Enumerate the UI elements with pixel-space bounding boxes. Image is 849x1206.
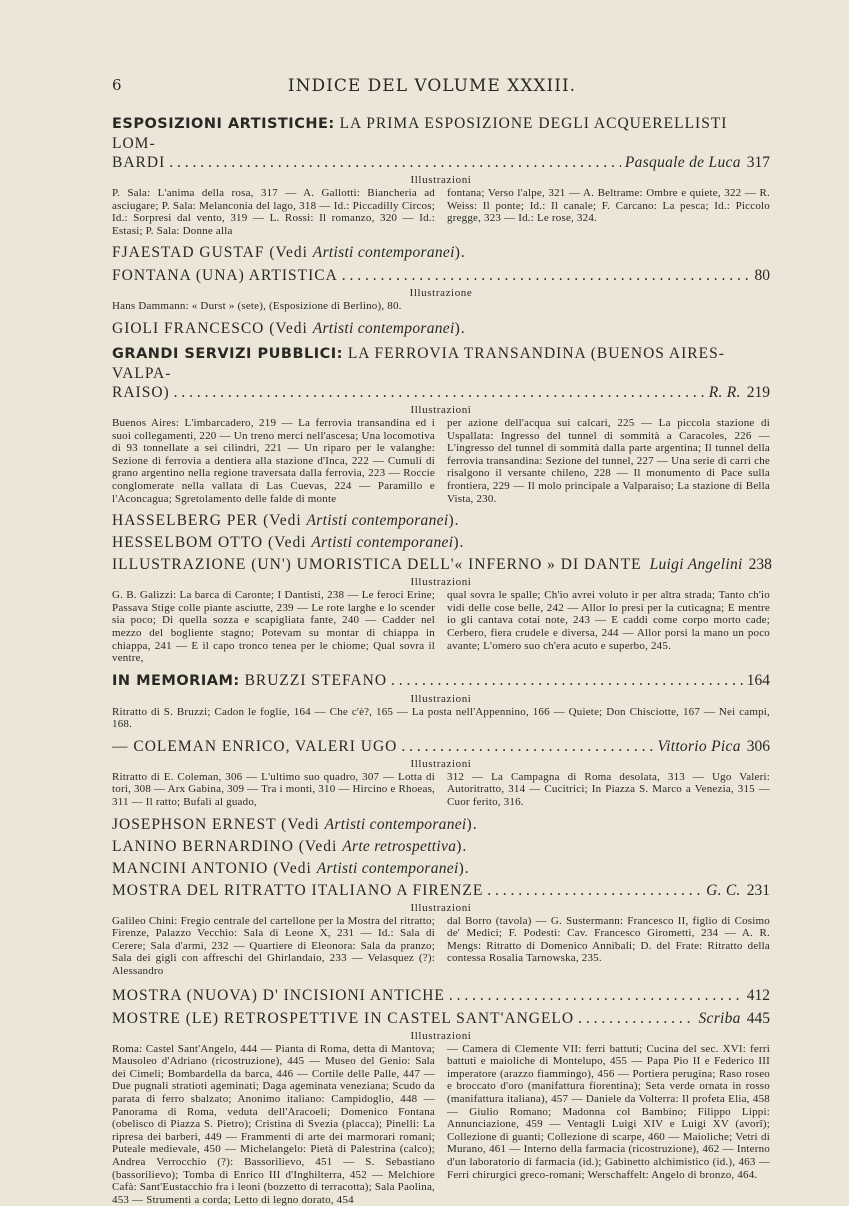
entry-page: 306 <box>746 737 770 755</box>
entry-mostra-incisioni <box>112 986 770 1005</box>
cross-ref-target: Artisti contemporanei <box>316 859 459 877</box>
entry-heading <box>112 114 770 153</box>
dot-leader <box>391 671 743 690</box>
entry-title: MOSTRA DEL RITRATTO ITALIANO A FIRENZE <box>112 881 484 899</box>
illustrations-heading: Illustrazioni <box>410 576 472 589</box>
entry-hesselbom <box>112 533 770 552</box>
illustrations-column-left: Ritratto di E. Coleman, 306 — L'ultimo suo quadro, 307 — Lotta di tori, 308 — Arx Gabina, 309 — Tra i monti, 310 — Hircino e Rhoeas, 311 — Il ratto; Bufali al guado, <box>112 770 436 809</box>
cross-ref-name: HASSELBERG PER (Vedi <box>112 512 307 530</box>
entry-josephson <box>112 815 770 834</box>
cross-ref-close: ). <box>454 244 466 262</box>
entry-title: FONTANA (UNA) ARTISTICA <box>112 267 338 285</box>
entry-fontana <box>112 266 770 313</box>
entry-leader-line <box>112 266 770 285</box>
illustrations-column-right: dal Borro (tavola) — G. Sustermann: Francesco II, figlio di Cosimo de' Medici; F. Podesti: Cav. Francesco Girometti, 234 — A. R. Mengs: Ritratto di Domenico Annibali; D. del Frate: Ritratto della contessa Rosalia Tarnowska, 235. <box>447 914 770 965</box>
cross-ref-name: LANINO BERNARDINO (Vedi <box>112 837 343 855</box>
illustrations-column-left: P. Sala: L'anima della rosa, 317 — A. Gallotti: Biancheria ad asciugare; P. Sala: Melanconia del lago, 318 — Id.: Piccadilly Circos; Id.: Sorpresi dal vento, 319 — L. Rossi: Il romanzo, 320 — Id.: Estasi; P. Sala: Donne alla <box>112 187 435 237</box>
entry-leader-line <box>112 383 770 402</box>
entry-leader-line <box>112 555 770 574</box>
entry-lanino <box>112 837 770 856</box>
entry-leader-line <box>112 671 770 691</box>
entry-illustrazione-inferno <box>112 555 770 665</box>
cross-ref-name: MANCINI ANTONIO (Vedi <box>112 859 317 877</box>
page-title: INDICE DEL VOLUME XXXIII. <box>287 76 577 96</box>
entry-title: ILLUSTRAZIONE (UN') UMORISTICA DELL'« INFERNO » DI DANTE <box>112 556 642 574</box>
illustrations-text: Ritratto di S. Bruzzi; Cadon le foglie, 164 — Che c'è?, 165 — La posta nell'Appennino, 166 — Quiete; Don Chisciotte, 167 — Nei campi, 168. <box>112 705 770 731</box>
index-content <box>112 114 770 1206</box>
illustrations-column-right: per azione dell'acqua sui calcari, 225 — La piccola stazione di Uspallata: Ingresso del tunnel di sommità a Caracoles, 226 — L'ingresso del tunnel di sommità dalla parte argentina; Il tunnel della ferrovia transandina: Sezione del tunnel, 227 — Una serie di carri che risalgono il versante chileno, 228 — Il monumento di Pace sulla frontiera, 229 — Il molo principale a Valparaiso; La stazione di Bella Vista, 230. <box>447 416 770 505</box>
entry-leader-line <box>112 737 770 756</box>
illustrations-heading: Illustrazioni <box>410 901 472 914</box>
illustrations-column-left: Roma: Castel Sant'Angelo, 444 — Pianta di Roma, detta di Mantova; Mausoleo d'Adriano (ricostruzione), 445 — Museo del Genio: Sala dei Cimeli; Bombardella da barca, 446 — Cortile delle Palle, 447 — Due pugnali stratioti ageminati; Daga ageminata veneziana; Scudo da parata di ferro sbalzato; Anonimo italiano: Campidoglio, 448 — Panorama di Roma, veduta dell'Aracoeli; Domenico Fontana (obelisco di Piazza S. Pietro); Cristina di Svezia (placca); Pinelli: La ripresa dei barberi, 449 — Frammenti di arte dei marmorari romani; Puteale medievale, 450 — Michelangelo: Pietà di Palestrina (calco); Andrea Verrocchio (?): Bassorilievo, 451 — S. Sebastiano (bassorilievo); Tomba di Enrico III d'Inghilterra, 452 — Melchiore Cafà: Sant'Eustacchio fra i leoni (bozzetto di terracotta); Sala Paolina, 453 — Strumenti a corda; Letto di legno dorato, 454 <box>112 1042 435 1206</box>
entry-page: 412 <box>746 986 770 1004</box>
cross-ref-target: Artisti contemporanei <box>311 534 454 552</box>
illustrations-list <box>112 1043 770 1206</box>
entry-mostra-ritratto <box>112 881 770 978</box>
entry-title-continued: RAISO) <box>112 383 170 401</box>
cross-ref-name: GIOLI FRANCESCO (Vedi <box>112 319 313 337</box>
entry-leader-line <box>112 1009 770 1028</box>
illustrations-column-left: Galileo Chini: Fregio centrale del cartellone per la Mostra del ritratto; Firenze, Palazzo Vecchio: Sala di Leone X, 231 — Id.: Sala di Cerere; Sala d'armi, 232 — Quartiere di Eleonora: Sala da pranzo; Sala dei gigli con affreschi del Ghirlandaio, 233 — Velasquez (?): Alessandro <box>112 914 435 978</box>
entry-author: Vittorio Pica <box>657 737 741 755</box>
entry-author: R. R. <box>708 383 741 401</box>
cross-ref-target: Artisti contemporanei <box>312 244 455 262</box>
entry-grandi-servizi <box>112 344 770 505</box>
cross-ref-name: HESSELBOM OTTO (Vedi <box>112 534 312 552</box>
cross-ref-close: ). <box>458 859 470 877</box>
entry-page: 80 <box>754 267 770 285</box>
illustrations-heading: Illustrazioni <box>410 692 472 705</box>
entry-title: MOSTRE (LE) RETROSPETTIVE IN CASTEL SANT'ANGELO <box>112 1009 575 1027</box>
dot-leader <box>487 881 702 900</box>
illustrations-list <box>112 915 770 978</box>
entry-in-memoriam <box>112 671 770 731</box>
illustrations-list <box>112 589 770 665</box>
entry-title: LA PRIMA ESPOSIZIONE DEGLI ACQUERELLISTI LOM- <box>112 115 728 152</box>
entry-gioli <box>112 319 770 338</box>
illustrations-column-right: — Camera di Clemente VII: ferri battuti; Cucina del sec. XVI: ferri battuti e maioliche di Montelupo, 455 — Papa Pio II e Federico III imperatore (arazzo fiammingo), 456 — Portiera perugina; Raso roseo e broccato d'oro (manifattura fiorentina); Seta verde ornata in rosso (manifattura italiana), 457 — Daniele da Volterra: Il profeta Elia, 458 — Giulio Romano; Madonna col Bambino; Filippo Lippi: Annunciazione, 459 — Ventagli Luigi XIV e Luigi XV (avorî); Collezione di guanti; Collezione di scarpe, 460 — Maioliche; Vetri di Murano, 461 — Interno della farmacia (ricostruzione), 462 — Interno d'un laboratorio di farmacia (id.); Gabinetto alchimistico (id.), 463 — Ferri chirurgici greco-romani; Werschaffelt: Angelo di bronzo, 464. <box>447 1042 770 1181</box>
entry-leader-line <box>112 986 770 1005</box>
illustrations-column-left: Buenos Aires: L'imbarcadero, 219 — La ferrovia transandina ed i suoi collegamenti, 220 — Un treno merci nell'ascesa; Una locomotiva di 93 tonnellate a sei cilindri, 221 — Un riparo per le valanghe: Sezione di ferrovia a dentiera alla stazione d'Inca, 222 — Cumuli di grano argentino nella regione traversata dalla ferrovia, 223 — Roccie conglomerate nella vallata di Las Cuevas, 224 — Paramillo e l'Aconcagua; Sgretolamento delle falde di monte <box>112 416 435 505</box>
illustrations-heading: Illustrazione <box>409 287 473 300</box>
entry-title-continued: BARDI <box>112 154 166 171</box>
entry-heading <box>112 344 770 383</box>
illustrations-list <box>112 417 770 505</box>
illustrations-list <box>112 187 770 237</box>
entry-section-label: GRANDI SERVIZI PUBBLICI: <box>112 345 343 362</box>
cross-ref-name: JOSEPHSON ERNEST (Vedi <box>112 815 325 833</box>
cross-ref-target: Artisti contemporanei <box>306 512 449 530</box>
entry-author: Scriba <box>698 1009 741 1027</box>
dot-leader <box>578 1009 694 1028</box>
illustrations-heading: Illustrazioni <box>410 1029 472 1042</box>
entry-title: MOSTRA (NUOVA) D' INCISIONI ANTICHE <box>112 986 445 1004</box>
entry-esposizioni <box>112 114 770 237</box>
illustrations-heading: Illustrazioni <box>410 403 472 416</box>
dot-leader <box>342 266 751 285</box>
illustrations-column-left: G. B. Galizzi: La barca di Caronte; I Dantisti, 238 — Le feroci Erine; Passava Stige colle piante asciutte, 239 — Le rote larghe e lo scender sia poco; Di quella sozza e scapigliata fante, 240 — Cadder nel mezzo del bogliente stagno; Potevam su montar di chiappa in chiappa, 241 — E il capo tronco tenea per le chiome; Qual sovra il ventre, <box>112 589 435 665</box>
illustrations-column-right: 312 — La Campagna di Roma desolata, 313 — Ugo Valeri: Autoritratto, 314 — Cucitrici; In Piazza S. Marco a Venezia, 315 — Cuor ferito, 316. <box>447 770 770 809</box>
entry-author: Luigi Angelini <box>649 556 743 574</box>
entry-author: Pasquale de Luca <box>624 154 741 171</box>
entry-page: 164 <box>746 671 770 689</box>
entry-hasselberg <box>112 511 770 530</box>
entry-leader-line <box>112 881 770 900</box>
running-header <box>112 76 752 98</box>
entry-mancini <box>112 859 770 878</box>
cross-ref-target: Artisti contemporanei <box>324 815 467 833</box>
entry-title <box>112 671 387 691</box>
entry-page: 317 <box>746 154 770 171</box>
illustrations-heading: Illustrazioni <box>410 174 472 186</box>
entry-title: — COLEMAN ENRICO, VALERI UGO <box>112 737 398 755</box>
entry-section-label: IN MEMORIAM: <box>112 672 240 689</box>
cross-ref-close: ). <box>454 319 466 337</box>
illustrations-heading: Illustrazioni <box>410 757 472 770</box>
entry-page: 219 <box>746 383 770 401</box>
entry-section-label: ESPOSIZIONI ARTISTICHE: <box>112 116 335 132</box>
illustrations-text: Hans Dammann: « Durst » (sete), (Esposizione di Berlino), 80. <box>112 300 402 313</box>
cross-ref-target: Artisti contemporanei <box>312 319 455 337</box>
cross-ref-close: ). <box>453 534 465 552</box>
cross-ref-name: FJAESTAD GUSTAF (Vedi <box>112 244 313 262</box>
page-number: 6 <box>112 76 122 94</box>
illustrations-column-right: fontana; Verso l'alpe, 321 — A. Beltrame: Ombre e quiete, 322 — R. Weiss: Il ponte; Id.: Il canale; F. Carcano: La pesca; Id.: Piccolo gregge, 323 — Id.: Le rose, 324. <box>447 187 770 225</box>
entry-author: G. C. <box>706 881 741 899</box>
entry-page: 445 <box>746 1009 770 1027</box>
illustrations-column-right: qual sovra le spalle; Ch'io avrei voluto ir per altra strada; Tanto ch'io vidi delle cose belle, 242 — Allor lo presi per la cuticagna; E mentre io gli cantava cotai note, 243 — E caddi come corpo morto cade; Cerbero, fiera crudele e diversa, 244 — Allor porsi la mano un poco avante; L'omero suo ch'era acuto e superbo, 245. <box>447 589 770 652</box>
cross-ref-close: ). <box>466 815 478 833</box>
cross-ref-target: Arte retrospettiva <box>342 837 457 855</box>
illustrations-list <box>112 771 770 809</box>
dot-leader <box>449 986 743 1005</box>
entry-coleman <box>112 737 770 809</box>
entry-page: 231 <box>746 881 770 899</box>
entry-mostre-castel-santangelo <box>112 1009 770 1206</box>
entry-page: 238 <box>748 556 772 574</box>
entry-fjaestad <box>112 243 770 262</box>
entry-title: LA FERROVIA TRANSANDINA (BUENOS AIRES-VALPA- <box>112 344 725 382</box>
entry-leader-line <box>112 153 770 172</box>
dot-leader <box>174 383 705 402</box>
cross-ref-close: ). <box>456 837 468 855</box>
cross-ref-close: ). <box>448 512 460 530</box>
dot-leader <box>169 153 621 172</box>
entry-title-name: BRUZZI STEFANO <box>239 671 388 689</box>
dot-leader <box>401 737 653 756</box>
